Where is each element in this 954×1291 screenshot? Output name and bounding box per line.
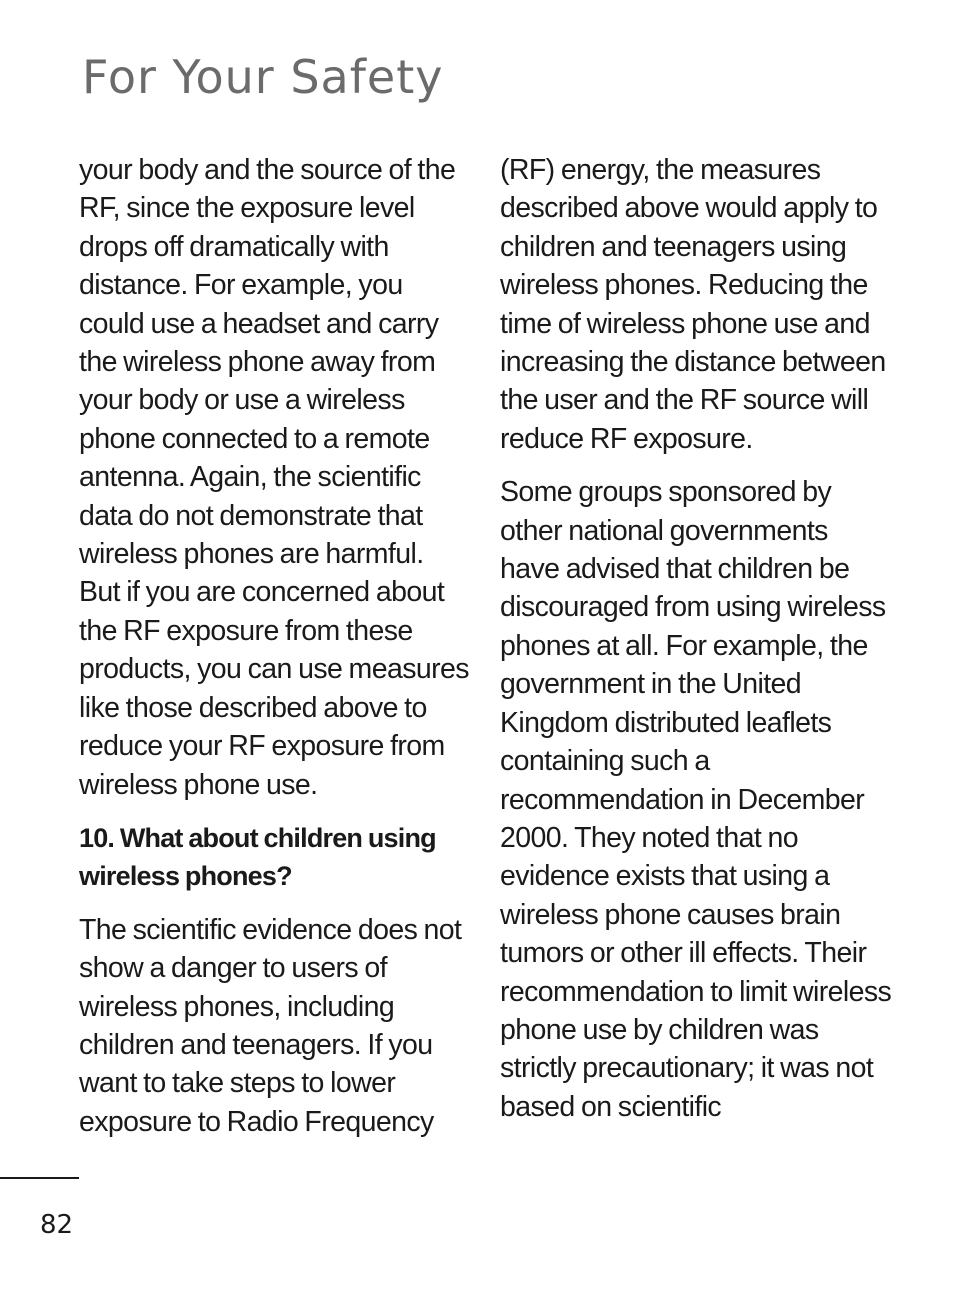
footer-divider [0, 1177, 79, 1179]
page-title: For Your Safety [82, 50, 444, 104]
body-paragraph: The scientific evidence does not show a danger to users of wireless phones, including children and teenagers. If you want to take steps to lower exposure to Radio Frequency [79, 913, 462, 1138]
section-question-heading: 10. What about children using wireless phones? [79, 822, 436, 892]
body-paragraph: (RF) energy, the measures described above would apply to children and teenagers using wireless phones. Reducing the time of wireless phone use and increasing the distance between the user and the RF source will reduce RF exposure. [500, 154, 886, 455]
page-number: 82 [40, 1210, 74, 1240]
body-paragraph: your body and the source of the RF, since the exposure level drops off dramatically with distance. For example, you could use a headset and carry the wireless phone away from your body or use a wireless phone connected to a remote antenna. Again, the scientific data do not demonstrate that wireless phones are harmful. But if you are concerned about the RF exposure from these products, you can use measures like those described above to reduce your RF exposure from wireless phone use. [79, 154, 469, 801]
body-paragraph: Some groups sponsored by other national governments have advised that children be discouraged from using wireless phones at all. For example, the government in the United Kingdom distributed leaflets containing such a recommendation in December 2000. They noted that no evidence exists that using a wireless phone causes brain tumors or other ill effects. Their recommendation to limit wireless phone use by children was strictly precautionary; it was not based on scientific [500, 476, 892, 1123]
left-column [79, 151, 469, 1156]
right-column [500, 151, 892, 1141]
